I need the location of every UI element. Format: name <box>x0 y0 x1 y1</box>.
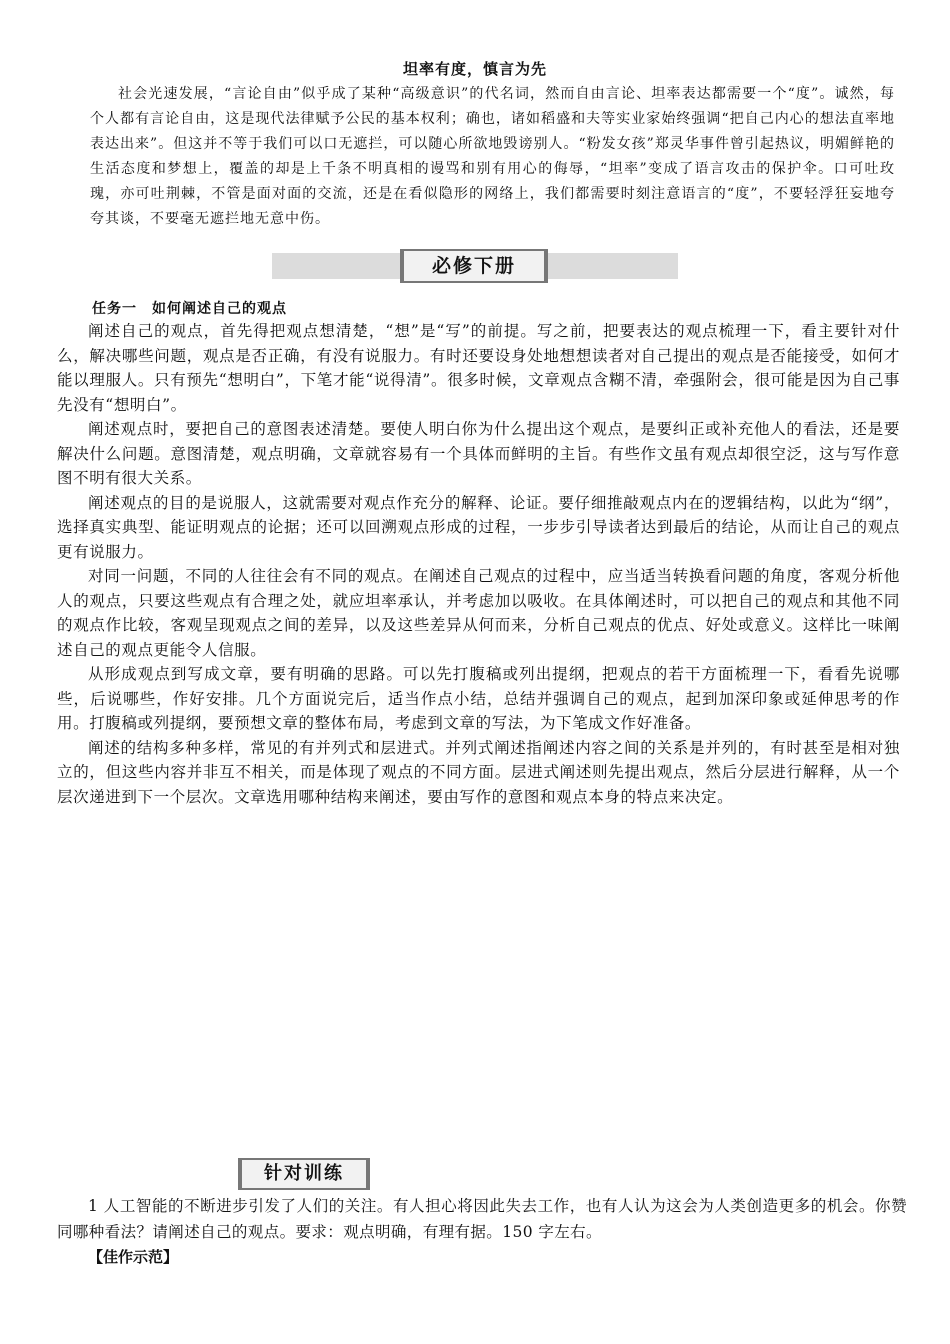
task-title: 任务一 如何阐述自己的观点 <box>92 301 287 317</box>
section-banner-label: 必修下册 <box>400 249 548 283</box>
paragraph: 阐述自己的观点，首先得把观点想清楚，“想”是“写”的前提。写之前，把要表达的观点梳理一下，看主要针对什么，解决哪些问题，观点是否正确，有没有说服力。有时还要设身处地想想读者对自己提出的观点是否能接受，如何才能以理服人。只有预先“想明白”，下笔才能“说得清”。很多时候，文章观点含糊不清，牵强附会，很可能是因为自己事先没有“想明白”。 <box>57 322 900 414</box>
example-label: 【佳作示范】 <box>88 1248 179 1266</box>
essay-body: 社会光速发展，“言论自由”似乎成了某种“高级意识”的代名词，然而自由言论、坦率表达都需要一个“度”。诚然，每个人都有言论自由，这是现代法律赋予公民的基本权利；确也，诸如稻盛和夫等实业家始终强调“把自己内心的想法直率地表达出来”。但这并不等于我们可以口无遮拦，可以随心所欲地毁谤别人。“粉发女孩”郑灵华事件曾引起热议，明媚鲜艳的生活态度和梦想上，覆盖的却是上千条不明真相的谩骂和别有用心的侮辱，“坦率”变成了语言攻击的保护伞。口可吐玫瑰，亦可吐荆棘，不管是面对面的交流，还是在看似隐形的网络上，我们都需要时刻注意语言的“度”，不要轻浮狂妄地夸夸其谈，不要毫无遮拦地无意中伤。 <box>90 86 895 227</box>
training-banner: 针对训练 <box>238 1158 370 1190</box>
paragraph: 从形成观点到写成文章，要有明确的思路。可以先打腹稿或列出提纲，把观点的若干方面梳理一下，看看先说哪些，后说哪些，作好安排。几个方面说完后，适当作点小结，总结并强调自己的观点，起到加深印象或延伸思考的作用。打腹稿或列提纲，要预想文章的整体布局，考虑到文章的写法，为下笔成文作好准备。 <box>57 665 900 732</box>
paragraph: 对同一问题，不同的人往往会有不同的观点。在阐述自己观点的过程中，应当适当转换看问题的角度，客观分析他人的观点，只要这些观点有合理之处，就应坦率承认，并考虑加以吸收。在具体阐述时，可以把自己的观点和其他不同的观点作比较，客观呈现观点之间的差异，以及这些差异从何而来，分析自己观点的优点、好处或意义。这样比一味阐述自己的观点更能令人信服。 <box>57 567 900 659</box>
paragraph: 阐述观点时，要把自己的意图表述清楚。要使人明白你为什么提出这个观点，是要纠正或补充他人的看法，还是要解决什么问题。意图清楚，观点明确，文章就容易有一个具体而鲜明的主旨。有些作文虽有观点却很空泛，这与写作意图不明有很大关系。 <box>57 420 900 487</box>
essay-title: 坦率有度，慎言为先 <box>402 60 547 78</box>
training-question: 1 人工智能的不断进步引发了人们的关注。有人担心将因此失去工作，也有人认为这会为人类创造更多的机会。你赞同哪种看法？请阐述自己的观点。要求：观点明确，有理有据。150 字左右。 <box>57 1197 907 1241</box>
task-body <box>57 319 900 809</box>
paragraph: 阐述的结构多种多样，常见的有并列式和层进式。并列式阐述指阐述内容之间的关系是并列的，有时甚至是相对独立的，但这些内容并非互不相关，而是体现了观点的不同方面。层进式阐述则先提出观点，然后分层进行解释，从一个层次递进到下一个层次。文章选用哪种结构来阐述，要由写作的意图和观点本身的特点来决定。 <box>57 738 900 806</box>
paragraph: 阐述观点的目的是说服人，这就需要对观点作充分的解释、论证。要仔细推敲观点内在的逻辑结构，以此为“纲”，选择真实典型、能证明观点的论据；还可以回溯观点形成的过程，一步步引导读者达到最后的结论，从而让自己的观点更有说服力。 <box>57 493 900 561</box>
